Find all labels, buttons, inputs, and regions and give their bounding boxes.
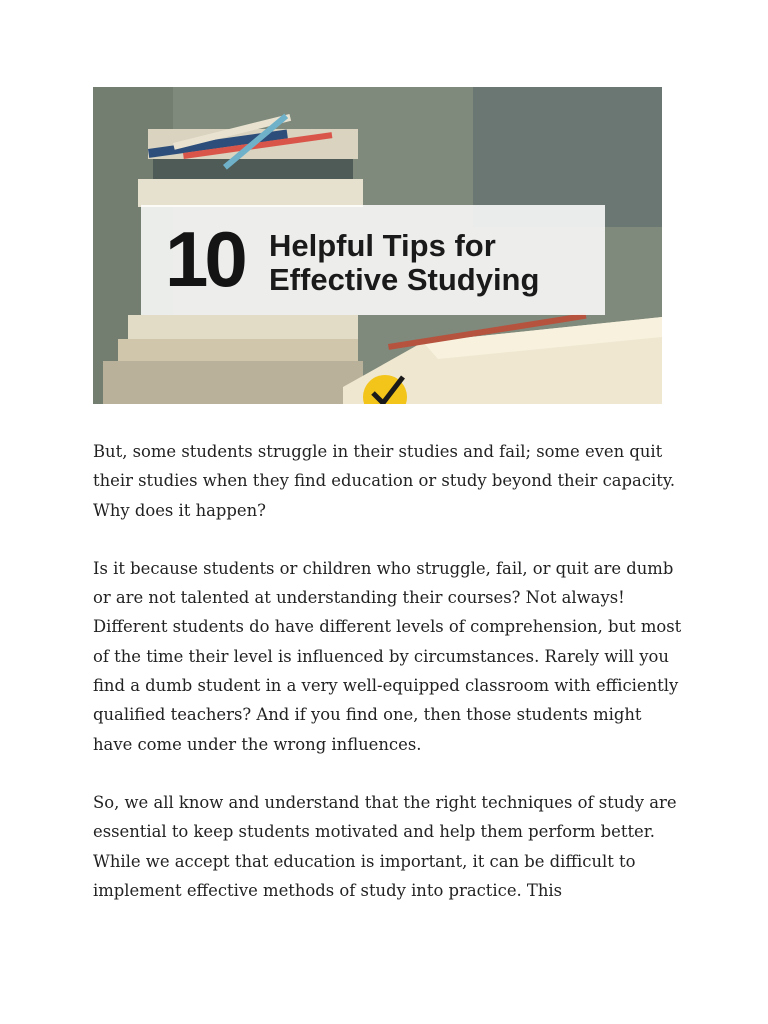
- article-body: [93, 437, 683, 934]
- paragraph: But, some students struggle in their studies and fail; some even quit their studies when they find education or study beyond their capacity. Why does it happen?: [93, 442, 676, 520]
- title-line-1: Helpful Tips for: [269, 228, 496, 263]
- title-line-2: Effective Studying: [269, 262, 540, 297]
- title-number: 10: [165, 215, 244, 303]
- paragraph: Is it because students or children who struggle, fail, or quit are dumb or are not talented at understanding their courses? Not always! Different students do have different levels of comprehension, but most of the time their level is influenced by circumstances. Rarely will you find a dumb student in a very well-equipped classroom with efficiently qualified teachers? And if you find one, then those students might have come under the wrong influences.: [93, 558, 682, 754]
- title-banner: [141, 205, 605, 315]
- hero-image: [93, 87, 662, 404]
- paragraph: So, we all know and understand that the right techniques of study are essential to keep students motivated and help them perform better. While we accept that education is important, it can be difficult to implement effective methods of study into practice. This: [93, 792, 677, 900]
